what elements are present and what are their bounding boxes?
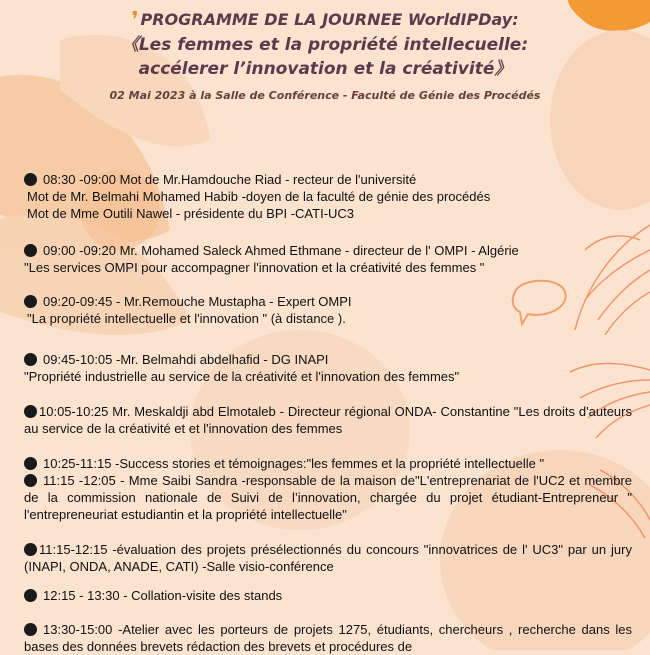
quote-mark-icon: ❜ [131, 8, 139, 33]
bullet-icon [24, 623, 37, 636]
list-item: 09:45-10:05 -Mr. Belmahdi abdelhafid - DG INAPI "Propriété industrielle au service de la créativité et l'innovation des femmes" [24, 352, 460, 384]
bullet-icon [24, 173, 37, 186]
bullet-icon [24, 353, 37, 366]
list-item: 13:30-15:00 -Atelier avec les porteurs de projets 1275, étudiants, chercheurs , recherche dans les bases des données brevets rédaction des brevets et procédures de [24, 622, 632, 654]
bullet-icon [24, 244, 37, 257]
list-item: 09:20-09:45 - Mr.Remouche Mustapha - Expert OMPI "La propriété intellectuelle et l'innovation " (à distance ). [24, 293, 352, 327]
program-title: ❜ PROGRAMME DE LA JOURNEE WorldIPDay: [131, 8, 519, 33]
header [0, 8, 650, 102]
bullet-icon [24, 405, 37, 418]
date-venue: 02 Mai 2023 à la Salle de Conférence - Faculté de Génie des Procédés [109, 89, 541, 102]
list-item: 11:15-12:15 -évaluation des projets présélectionnés du concours "innovatrices de l' UC3" par un jury (INAPI, ONDA, ANADE, CATI) -Salle visio-conférence [24, 542, 632, 574]
list-item: 10:25-11:15 -Success stories et témoignages:"les femmes et la propriété intellectuelle " 11:15 -12:05 - Mme Saibi Sandra -responsable de la maison de"L'entreprenariat de l'UC2 et membre de la commission nationale de Suivi de l’innovation, chargée du projet étudiant-Entrepreneur " l'entrepreneuriat estudiantin et la propriété intellectuelle" [24, 456, 632, 522]
list-item: 09:00 -09:20 Mr. Mohamed Saleck Ahmed Ethmane - directeur de l' OMPI - Algérie "Les services OMPI pour accompagner l'innovation et la créativité des femmes " [24, 243, 519, 275]
bullet-icon [24, 295, 37, 308]
bullet-icon [24, 589, 37, 602]
bullet-icon [24, 474, 37, 487]
bullet-icon [24, 543, 37, 556]
list-item: 08:30 -09:00 Mot de Mr.Hamdouche Riad - recteur de l'université Mot de Mr. Belmahi Mohamed Habib -doyen de la faculté de génie des procédés Mot de Mme Outili Nawel - présidente du BPI -CATI-UC3 [24, 171, 490, 222]
list-item: 10:05-10:25 Mr. Meskaldji abd Elmotaleb - Directeur régional ONDA- Constantine "Les droits d'auteurs au service de la créativité et et l'innovation des femmes [24, 404, 632, 436]
theme-line-1: 《Les femmes et la propriété intellecuelle: [121, 35, 529, 55]
theme-line-2: accélerer l’innovation et la créativité》 [138, 59, 512, 79]
bullet-icon [24, 457, 37, 470]
speech-bubble-icon [513, 281, 566, 324]
list-item: 12:15 - 13:30 - Collation-visite des stands [24, 587, 282, 604]
